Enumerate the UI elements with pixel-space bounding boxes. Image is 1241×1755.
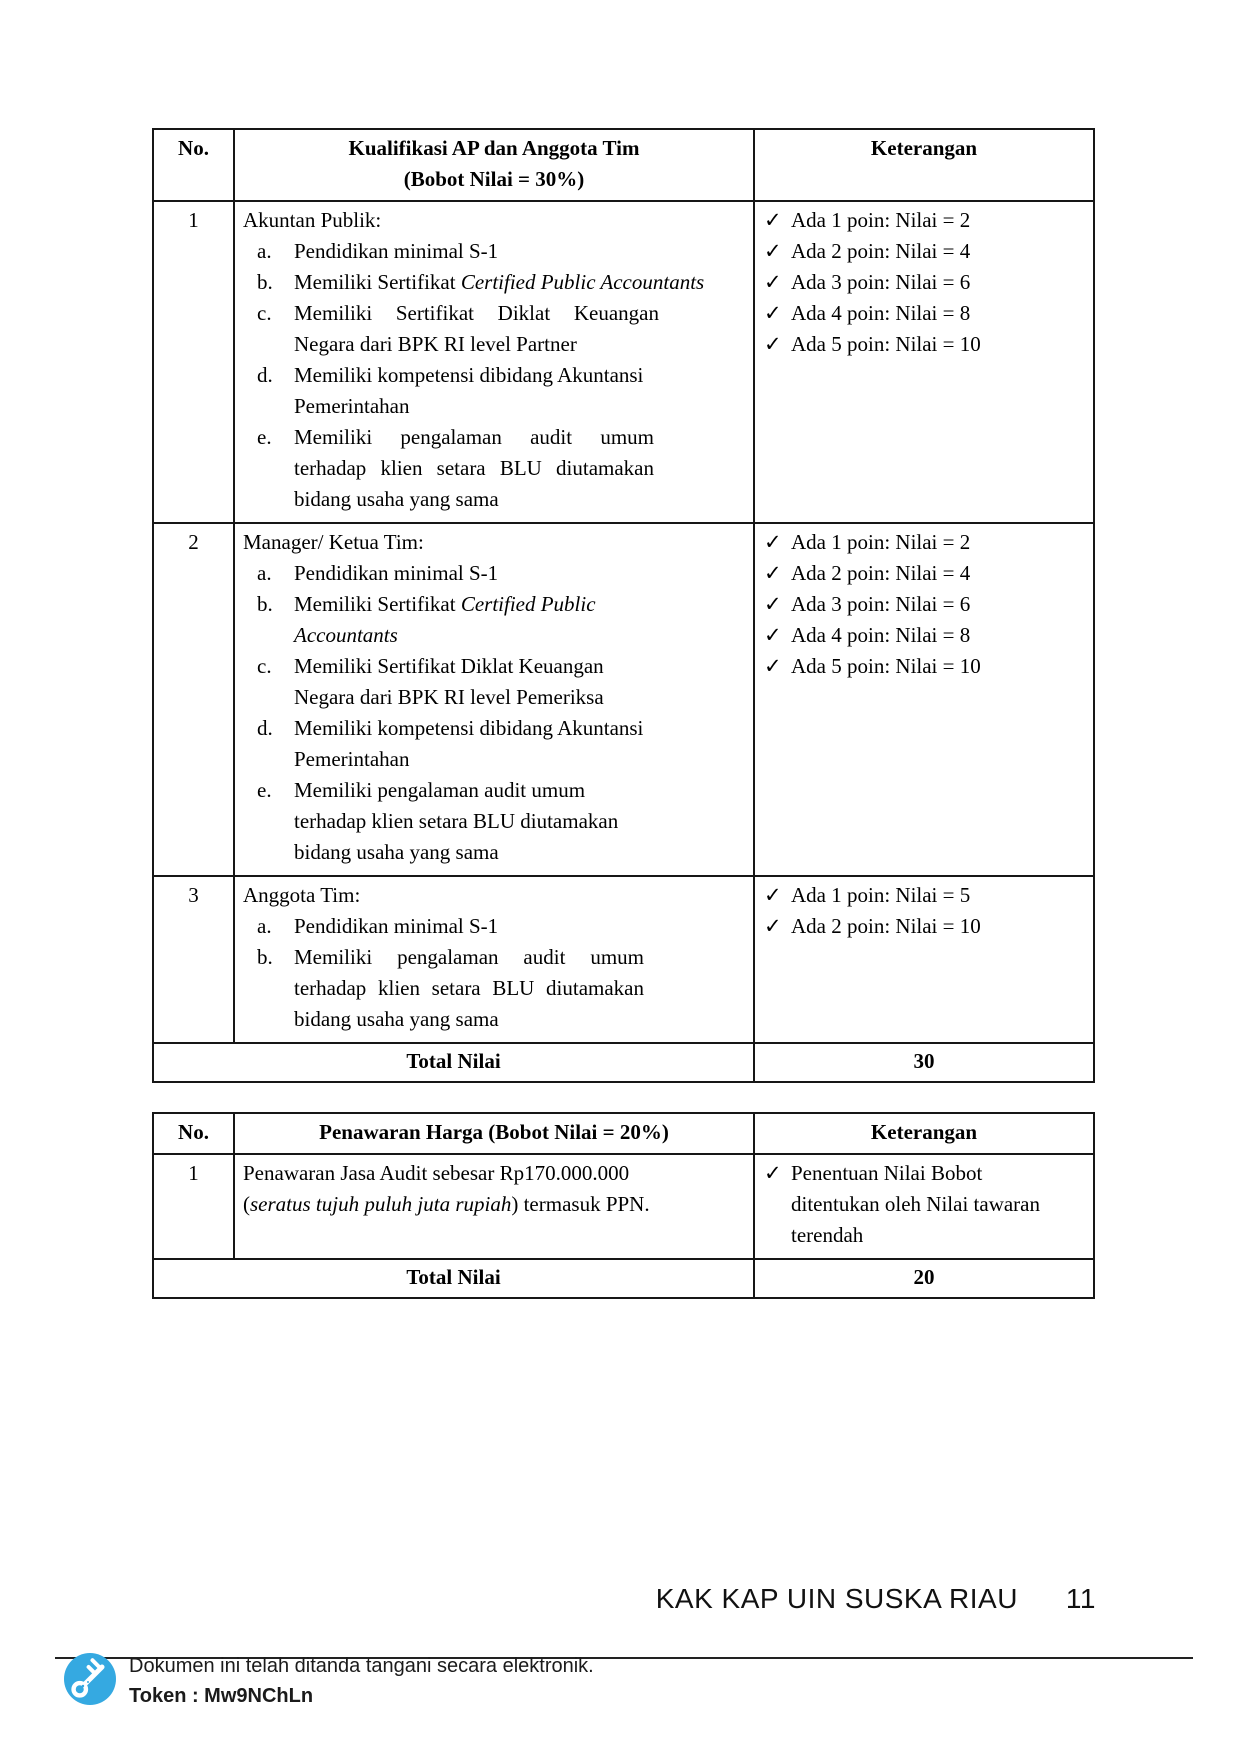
list-item: b. Memiliki Sertifikat Certified Public Accountants — [257, 270, 705, 294]
table-row — [153, 876, 1094, 1043]
keterangan-line: ✓ Ada 2 poin: Nilai = 4 — [764, 558, 1087, 589]
keterangan-cell — [754, 201, 1094, 523]
check-icon: ✓ — [764, 654, 782, 678]
check-icon: ✓ — [764, 914, 782, 938]
check-icon: ✓ — [764, 208, 782, 232]
price-table-header-row — [153, 1113, 1094, 1154]
keterangan-line: ✓ Ada 4 poin: Nilai = 8 — [764, 620, 1087, 651]
list-item: b. Memiliki Sertifikat Certified Public Accountants — [257, 592, 596, 647]
check-icon: ✓ — [764, 1161, 782, 1185]
keterangan-line: ✓ Ada 3 poin: Nilai = 6 — [764, 267, 1087, 298]
total-label: Total Nilai — [153, 1259, 754, 1298]
list-item: b. Memiliki pengalaman audit umum terhadap klien setara BLU diutamakan bidang usaha yang sama — [257, 945, 644, 1031]
list-item: c. Memiliki Sertifikat Diklat Keuangan Negara dari BPK RI level Partner — [257, 301, 659, 356]
header-keterangan: Keterangan — [754, 129, 1094, 201]
keterangan-line: ✓ Ada 5 poin: Nilai = 10 — [764, 329, 1087, 360]
row-number: 1 — [153, 1154, 234, 1259]
qualification-cell — [234, 201, 754, 523]
keterangan-line: ✓ Ada 1 poin: Nilai = 2 — [764, 205, 1087, 236]
qualification-cell — [234, 523, 754, 876]
check-icon: ✓ — [764, 561, 782, 585]
keterangan-cell — [754, 523, 1094, 876]
list-item: c. Memiliki Sertifikat Diklat Keuangan Negara dari BPK RI level Pemeriksa — [257, 654, 604, 709]
header-price-offer: Penawaran Harga (Bobot Nilai = 20%) — [234, 1113, 754, 1154]
page-footer — [656, 1583, 1096, 1615]
price-offer-text: Penawaran Jasa Audit sebesar Rp170.000.000 (seratus tujuh puluh juta rupiah) termasuk PPN. — [243, 1161, 650, 1216]
e-signature-token: Token : Mw9NChLn — [129, 1685, 314, 1707]
list-item: e. Memiliki pengalaman audit umum terhadap klien setara BLU diutamakan bidang usaha yang sama — [257, 425, 654, 511]
table-row — [153, 1154, 1094, 1259]
table-row — [153, 201, 1094, 523]
row-number: 3 — [153, 876, 234, 1043]
list-item: a. Pendidikan minimal S-1 — [257, 914, 499, 938]
header-qualification-line2: (Bobot Nilai = 30%) — [403, 167, 585, 191]
keterangan-line: ✓ Ada 4 poin: Nilai = 8 — [764, 298, 1087, 329]
total-value: 30 — [754, 1043, 1094, 1082]
check-icon: ✓ — [764, 239, 782, 263]
e-signature-block — [63, 1652, 594, 1708]
qualification-cell — [234, 876, 754, 1043]
e-signature-statement: Dokumen ini telah ditanda tangani secara elektronik. — [129, 1655, 594, 1677]
total-row — [153, 1043, 1094, 1082]
key-icon — [63, 1652, 117, 1706]
total-value: 20 — [754, 1259, 1094, 1298]
list-item: a. Pendidikan minimal S-1 — [257, 239, 499, 263]
table-row — [153, 523, 1094, 876]
list-item: d. Memiliki kompetensi dibidang Akuntansi Pemerintahan — [257, 716, 644, 771]
keterangan-cell — [754, 876, 1094, 1043]
row-title: Akuntan Publik: — [243, 208, 382, 232]
row-title: Manager/ Ketua Tim: — [243, 530, 424, 554]
check-icon: ✓ — [764, 530, 782, 554]
page-number: 11 — [1065, 1583, 1096, 1614]
list-item: a. Pendidikan minimal S-1 — [257, 561, 499, 585]
check-icon: ✓ — [764, 270, 782, 294]
keterangan-line: ✓ Ada 5 poin: Nilai = 10 — [764, 651, 1087, 682]
header-no: No. — [153, 129, 234, 201]
qualification-table-header-row — [153, 129, 1094, 201]
total-label: Total Nilai — [153, 1043, 754, 1082]
check-icon: ✓ — [764, 592, 782, 616]
header-qualification — [234, 129, 754, 201]
header-keterangan: Keterangan — [754, 1113, 1094, 1154]
total-row — [153, 1259, 1094, 1298]
keterangan-line: ✓ Ada 1 poin: Nilai = 5 — [764, 880, 1087, 911]
price-offer-table — [152, 1112, 1095, 1299]
check-icon: ✓ — [764, 623, 782, 647]
list-item: e. Memiliki pengalaman audit umum terhadap klien setara BLU diutamakan bidang usaha yang sama — [257, 778, 619, 864]
document-code: KAK KAP UIN SUSKA RIAU — [655, 1583, 1018, 1614]
keterangan-line: ✓ Ada 2 poin: Nilai = 4 — [764, 236, 1087, 267]
header-qualification-line1: Kualifikasi AP dan Anggota Tim — [348, 136, 640, 160]
row-title: Anggota Tim: — [243, 883, 361, 907]
price-offer-cell — [234, 1154, 754, 1259]
check-icon: ✓ — [764, 883, 782, 907]
check-icon: ✓ — [764, 301, 782, 325]
keterangan-line: ✓ Ada 3 poin: Nilai = 6 — [764, 589, 1087, 620]
e-signature-text — [129, 1652, 594, 1708]
qualification-table — [152, 128, 1095, 1083]
row-number: 1 — [153, 201, 234, 523]
keterangan-line: ✓ Penentuan Nilai Bobot ditentukan oleh Nilai tawaran terendah — [764, 1158, 1087, 1251]
header-no: No. — [153, 1113, 234, 1154]
keterangan-line: ✓ Ada 1 poin: Nilai = 2 — [764, 527, 1087, 558]
check-icon: ✓ — [764, 332, 782, 356]
row-number: 2 — [153, 523, 234, 876]
list-item: d. Memiliki kompetensi dibidang Akuntansi Pemerintahan — [257, 363, 644, 418]
keterangan-line: ✓ Ada 2 poin: Nilai = 10 — [764, 911, 1087, 942]
keterangan-cell — [754, 1154, 1094, 1259]
